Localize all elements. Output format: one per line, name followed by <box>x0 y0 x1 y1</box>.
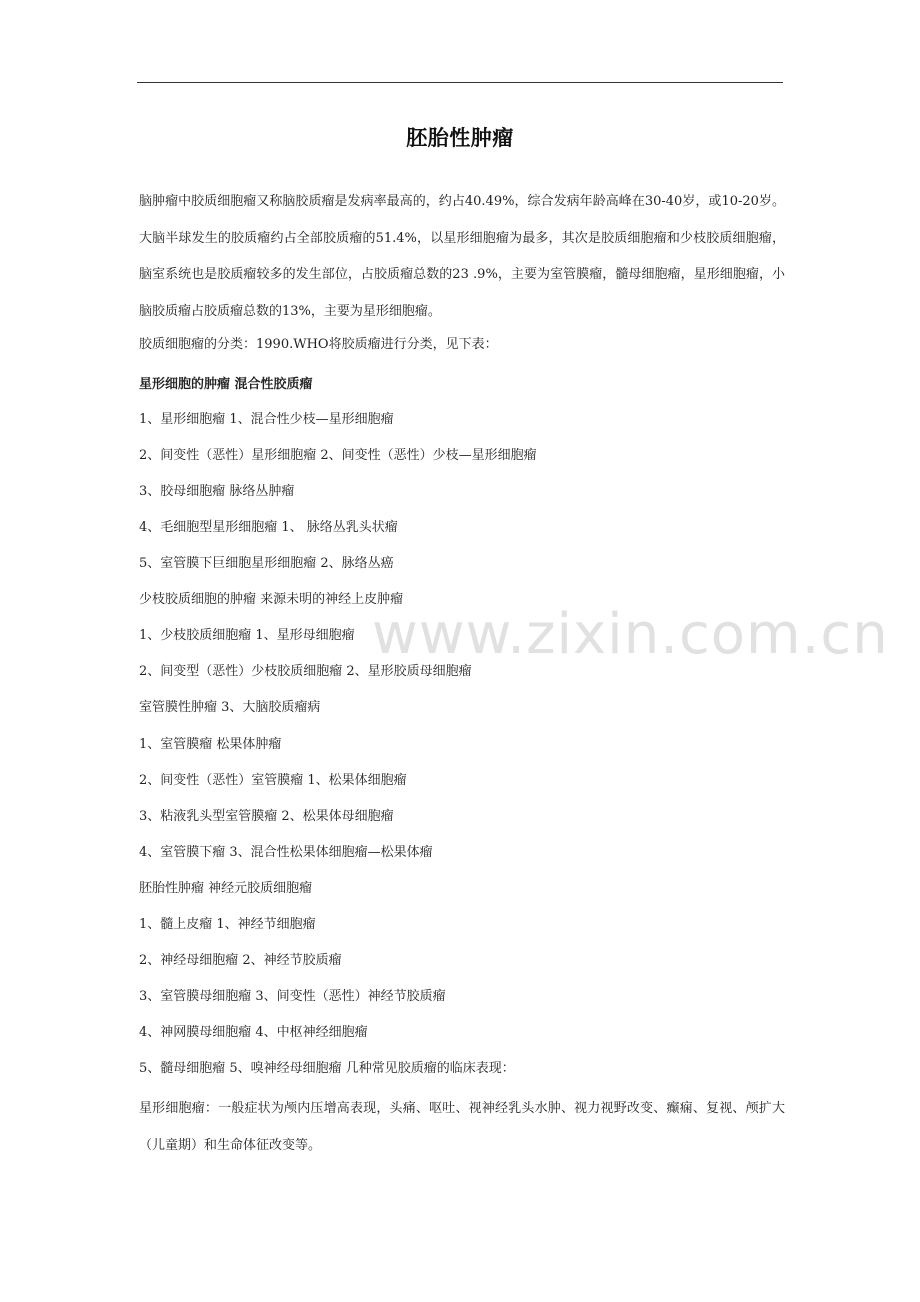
classification-intro: 胶质细胞瘤的分类：1990.WHO将胶质瘤进行分类，见下表： <box>139 337 498 352</box>
section-heading: 星形细胞的肿瘤 混合性胶质瘤 <box>139 377 313 392</box>
page-title: 胚胎性肿瘤 <box>406 126 514 150</box>
section-line: 胚胎性肿瘤 神经元胶质细胞瘤 <box>139 881 313 896</box>
section-line: 少枝胶质细胞的肿瘤 来源未明的神经上皮肿瘤 <box>139 592 404 607</box>
list-line: 2、间变性（恶性）室管膜瘤 1、松果体细胞瘤 <box>139 773 407 788</box>
list-line: 3、粘液乳头型室管膜瘤 2、松果体母细胞瘤 <box>139 809 394 824</box>
list-line: 2、神经母细胞瘤 2、神经节胶质瘤 <box>139 953 342 968</box>
list-line: 3、室管膜母细胞瘤 3、间变性（恶性）神经节胶质瘤 <box>139 989 446 1004</box>
header-rule <box>137 82 783 83</box>
list-line: 5、室管膜下巨细胞星形细胞瘤 2、脉络丛癌 <box>139 556 394 571</box>
closing-paragraph: 星形细胞瘤：一般症状为颅内压增高表现，头痛、呕吐、视神经乳头水肿、视力视野改变、癫痫、复视、颅扩大（儿童期）和生命体征改变等。 <box>139 1101 785 1153</box>
list-line: 2、间变性（恶性）星形细胞瘤 2、间变性（恶性）少枝—星形细胞瘤 <box>139 448 537 463</box>
section-line: 室管膜性肿瘤 3、大脑胶质瘤病 <box>139 700 321 715</box>
list-line: 4、室管膜下瘤 3、混合性松果体细胞瘤—松果体瘤 <box>139 845 433 860</box>
list-line: 4、毛细胞型星形细胞瘤 1、 脉络丛乳头状瘤 <box>139 520 398 535</box>
watermark: www.zixin.com.cn <box>372 602 889 667</box>
list-line: 1、星形细胞瘤 1、混合性少枝—星形细胞瘤 <box>139 412 394 427</box>
list-line: 3、胶母细胞瘤 脉络丛肿瘤 <box>139 484 295 499</box>
intro-paragraph: 脑肿瘤中胶质细胞瘤又称脑胶质瘤是发病率最高的，约占40.49%，综合发病年龄高峰在30-40岁，或10-20岁。大脑半球发生的胶质瘤约占全部胶质瘤的51.4%，以星形细胞瘤为最多，其次是胶质细胞瘤和少枝胶质细胞瘤，脑室系统也是胶质瘤较多的发生部位，占胶质瘤总数的23 .9%，主要为室管膜瘤，髓母细胞瘤，星形细胞瘤，小脑胶质瘤占胶质瘤总数的13%，主要为星形细胞瘤。 <box>139 194 785 319</box>
list-line: 1、少枝胶质细胞瘤 1、星形母细胞瘤 <box>139 628 355 643</box>
list-line: 4、神网膜母细胞瘤 4、中枢神经细胞瘤 <box>139 1025 368 1040</box>
list-line: 1、髓上皮瘤 1、神经节细胞瘤 <box>139 917 316 932</box>
list-line: 5、髓母细胞瘤 5、嗅神经母细胞瘤 几种常见胶质瘤的临床表现： <box>139 1061 515 1076</box>
list-line: 2、间变型（恶性）少枝胶质细胞瘤 2、星形胶质母细胞瘤 <box>139 664 472 679</box>
list-line: 1、室管膜瘤 松果体肿瘤 <box>139 737 282 752</box>
